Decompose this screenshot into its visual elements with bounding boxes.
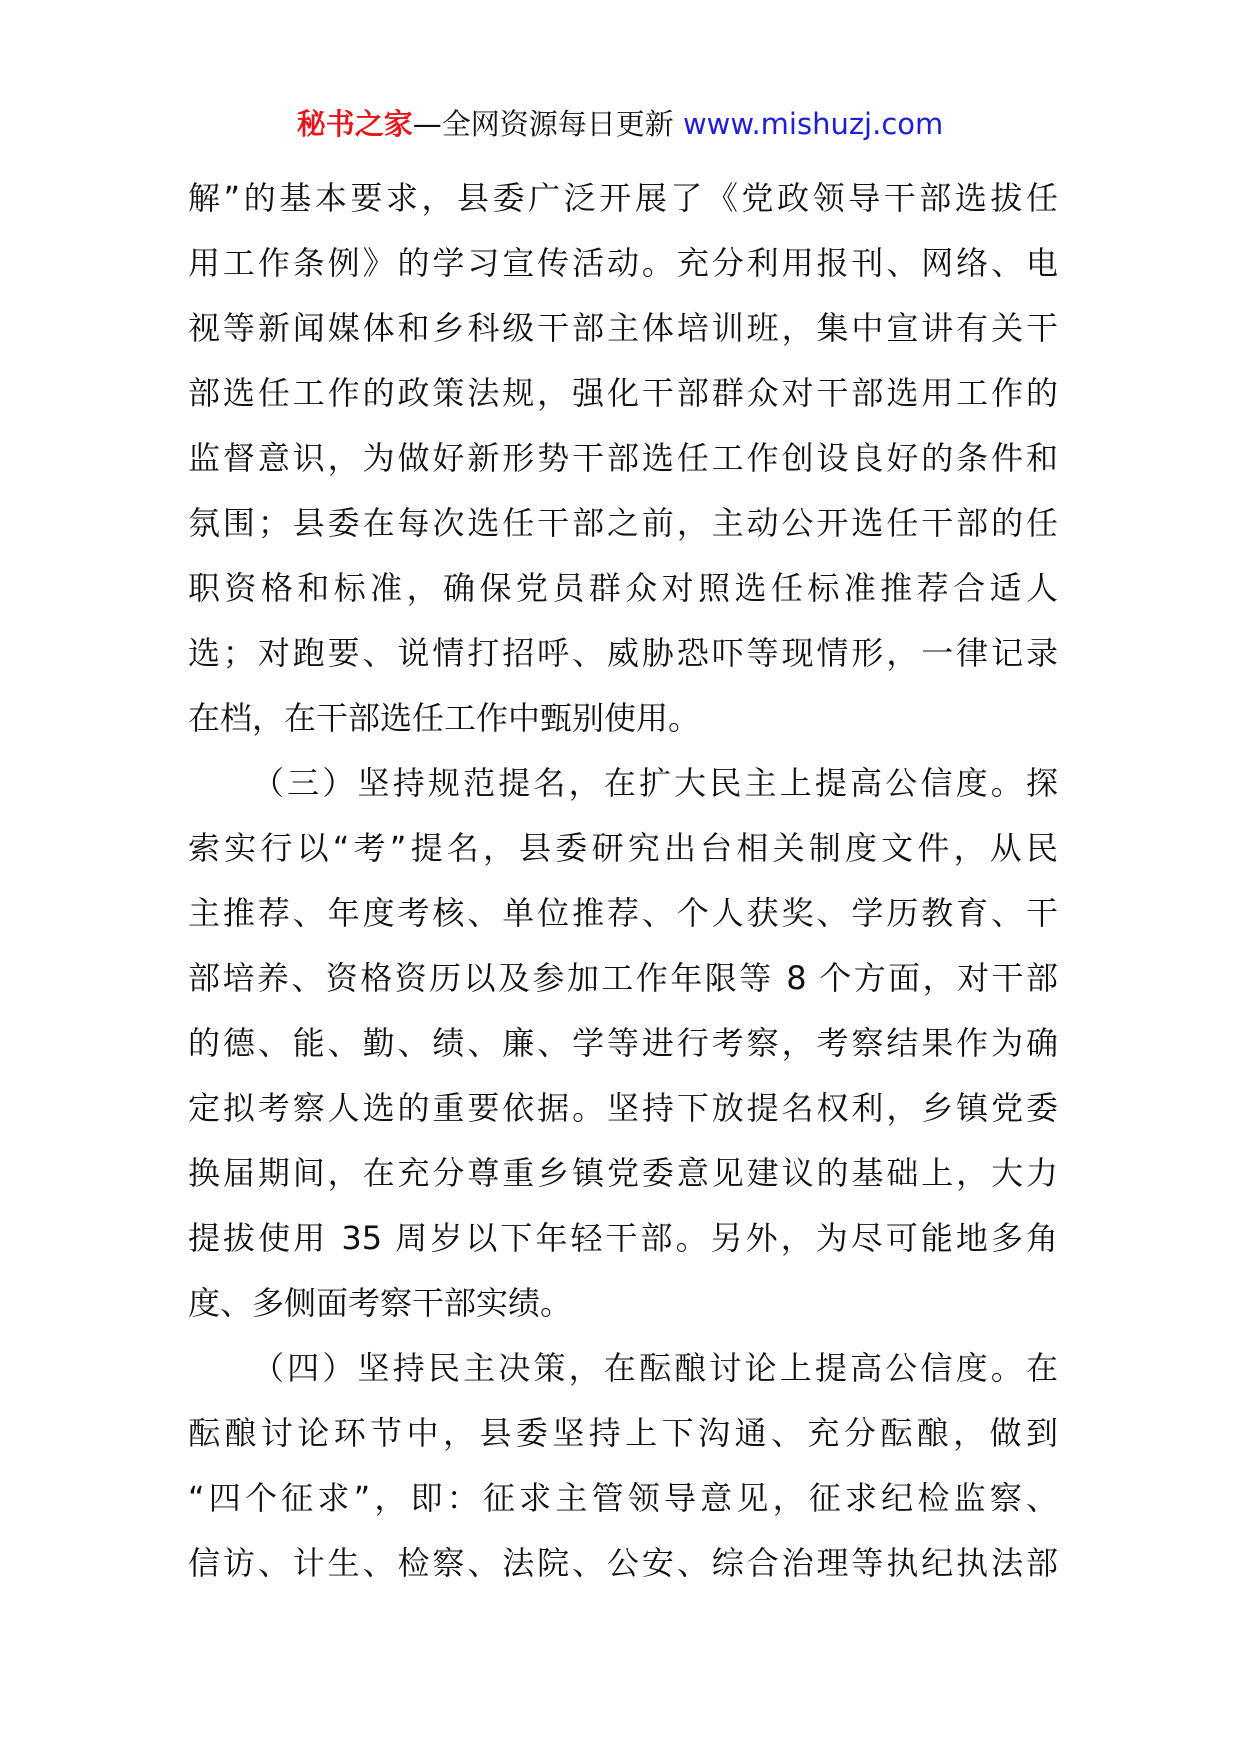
text-line: 换届期间，在充分尊重乡镇党委意见建议的基础上，大力: [188, 1154, 1058, 1192]
text-line: 酝酿讨论环节中，县委坚持上下沟通、充分酝酿，做到: [188, 1414, 1058, 1452]
document-body: [188, 166, 1058, 1596]
text-line: 用工作条例》的学习宣传活动。充分利用报刊、网络、电: [188, 244, 1058, 282]
text-line: 视等新闻媒体和乡科级干部主体培训班，集中宣讲有关干: [188, 309, 1058, 347]
site-tagline: —全网资源每日更新: [412, 107, 674, 141]
text-line: 部选任工作的政策法规，强化干部群众对干部选用工作的: [188, 374, 1058, 412]
text-line: 主推荐、年度考核、单位推荐、个人获奖、学历教育、干: [188, 894, 1058, 932]
text-line: 选；对跑要、说情打招呼、威胁恐吓等现情形，一律记录: [188, 634, 1058, 672]
text-line: 氛围；县委在每次选任干部之前，主动公开选任干部的任: [188, 504, 1058, 542]
text-line: 监督意识，为做好新形势干部选任工作创设良好的条件和: [188, 439, 1058, 477]
text-line: 在档，在干部选任工作中甄别使用。: [188, 699, 701, 737]
text-line: 定拟考察人选的重要依据。坚持下放提名权利，乡镇党委: [188, 1089, 1058, 1127]
text-line: 的德、能、勤、绩、廉、学等进行考察，考察结果作为确: [188, 1024, 1058, 1062]
text-line: 索实行以“考”提名，县委研究出台相关制度文件，从民: [188, 829, 1058, 867]
paragraph-section-3: [188, 751, 1058, 1336]
text-line: 部培养、资格资历以及参加工作年限等 8 个方面，对干部: [188, 959, 1058, 997]
site-brand: 秘书之家: [296, 107, 413, 141]
text-line: （四）坚持民主决策，在酝酿讨论上提高公信度。在: [252, 1349, 1058, 1387]
paragraph-section-4: [188, 1336, 1058, 1596]
text-line: （三）坚持规范提名，在扩大民主上提高公信度。探: [252, 764, 1058, 802]
site-url-link[interactable]: www.mishuzj.com: [682, 107, 944, 141]
site-header: [0, 100, 1240, 148]
text-line: 信访、计生、检察、法院、公安、综合治理等执纪执法部: [188, 1544, 1058, 1582]
text-line: 提拔使用 35 周岁以下年轻干部。另外，为尽可能地多角: [188, 1219, 1058, 1257]
text-line: 解”的基本要求，县委广泛开展了《党政领导干部选拔任: [188, 179, 1058, 217]
paragraph-continued: [188, 166, 1058, 751]
text-line: “四个征求”，即：征求主管领导意见，征求纪检监察、: [188, 1479, 1058, 1517]
text-line: 职资格和标准，确保党员群众对照选任标准推荐合适人: [188, 569, 1058, 607]
text-line: 度、多侧面考察干部实绩。: [188, 1284, 573, 1322]
